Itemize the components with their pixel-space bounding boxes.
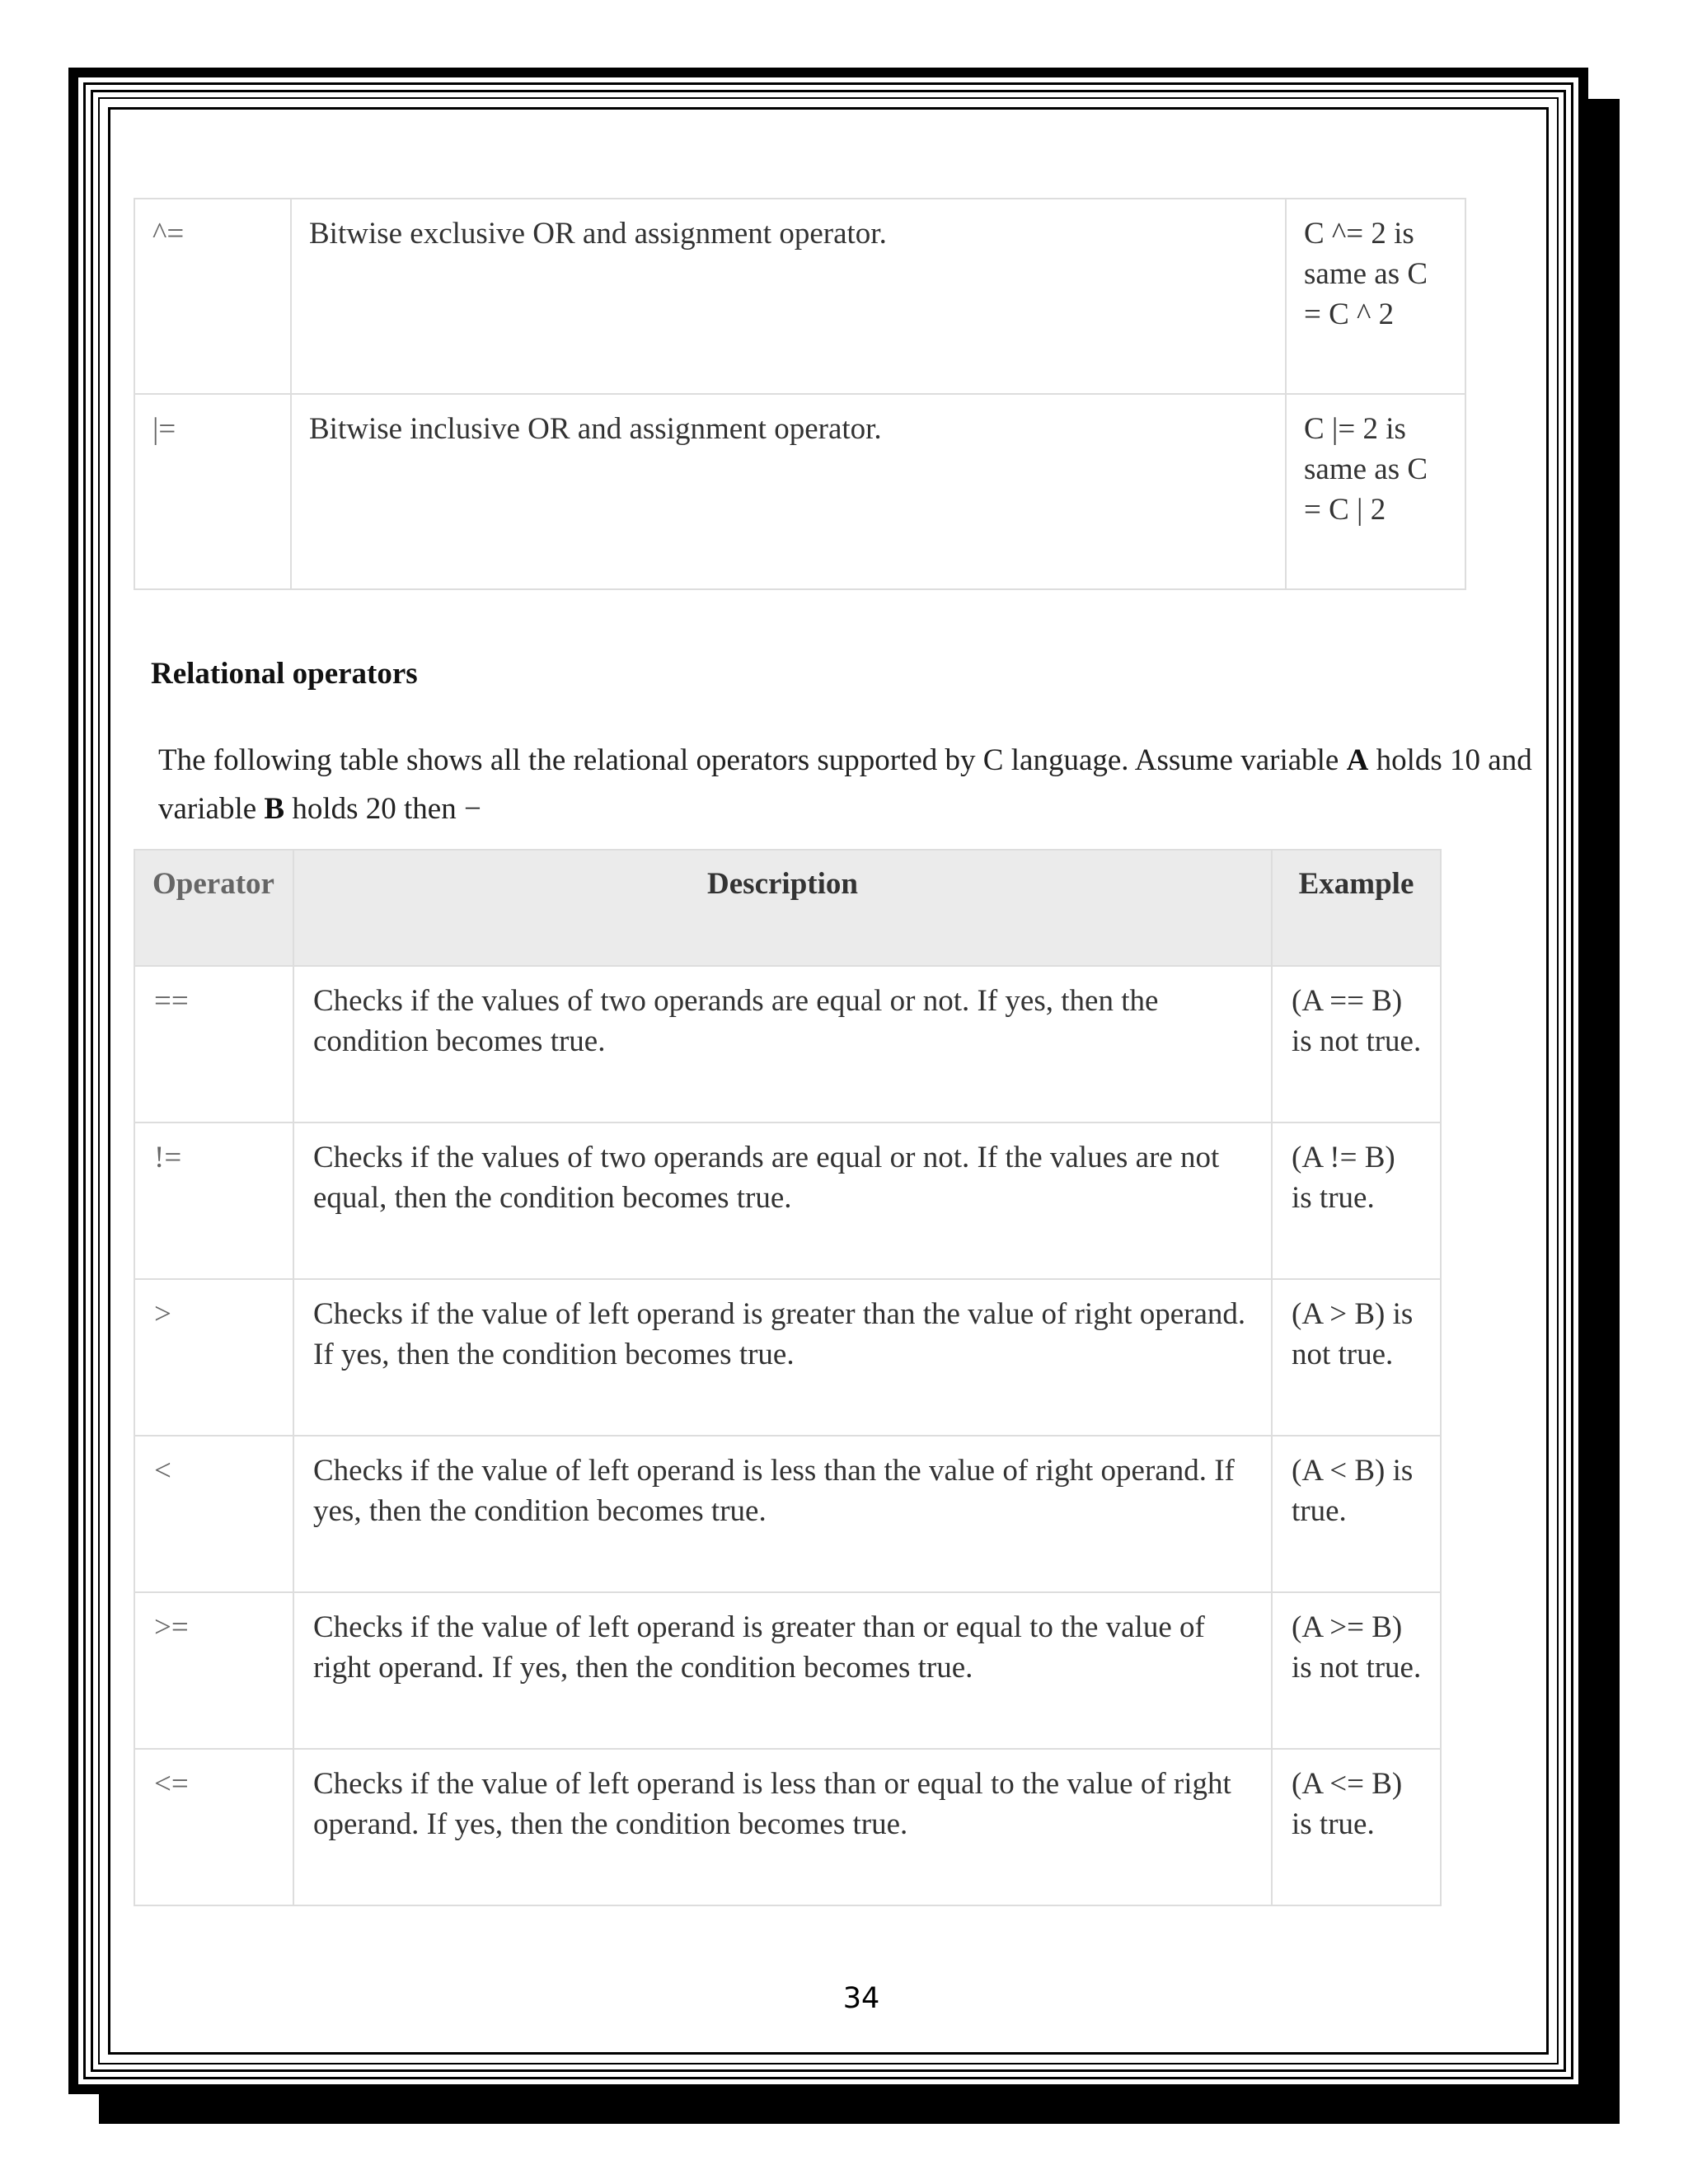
intro-text: The following table shows all the relational operators supported by C language. Assume variable <box>158 743 1347 777</box>
intro-paragraph <box>158 736 1543 833</box>
example-cell: (A >= B) is not true. <box>1272 1592 1441 1749</box>
example-cell: (A <= B) is true. <box>1272 1749 1441 1905</box>
table-header-row <box>134 850 1441 966</box>
description-cell: Bitwise exclusive OR and assignment operator. <box>291 199 1286 394</box>
example-line: = C ^ 2 <box>1304 298 1395 331</box>
example-cell: (A == B) is not true. <box>1272 966 1441 1122</box>
table-row <box>134 199 1465 394</box>
example-line: C ^= 2 is <box>1304 217 1414 251</box>
operator-cell: >= <box>134 1592 293 1749</box>
example-cell: (A < B) is true. <box>1272 1436 1441 1592</box>
column-header-example: Example <box>1272 850 1441 966</box>
operator-cell: <= <box>134 1749 293 1905</box>
table-row <box>134 1436 1441 1592</box>
assignment-operators-table <box>134 198 1466 590</box>
example-line: same as C <box>1304 257 1428 291</box>
operator-cell: < <box>134 1436 293 1592</box>
operator-cell: |= <box>134 394 291 589</box>
example-cell <box>1286 199 1465 394</box>
description-cell: Checks if the values of two operands are equal or not. If yes, then the condition becomes true. <box>293 966 1272 1122</box>
operator-cell: == <box>134 966 293 1122</box>
description-cell: Checks if the values of two operands are equal or not. If the values are not equal, then the condition becomes true. <box>293 1122 1272 1279</box>
intro-text: holds 20 then − <box>284 792 481 826</box>
example-line: same as C <box>1304 452 1428 486</box>
table-row <box>134 394 1465 589</box>
table-row <box>134 1279 1441 1436</box>
table-row <box>134 1749 1441 1905</box>
table-row <box>134 1592 1441 1749</box>
table-row <box>134 1122 1441 1279</box>
variable-b: B <box>264 792 285 826</box>
description-cell: Checks if the value of left operand is less than or equal to the value of right operand. If yes, then the condition becomes true. <box>293 1749 1272 1905</box>
example-cell: (A > B) is not true. <box>1272 1279 1441 1436</box>
column-header-operator: Operator <box>134 850 293 966</box>
section-heading: Relational operators <box>151 657 418 691</box>
description-cell: Bitwise inclusive OR and assignment operator. <box>291 394 1286 589</box>
description-cell: Checks if the value of left operand is less than the value of right operand. If yes, then the condition becomes true. <box>293 1436 1272 1592</box>
description-cell: Checks if the value of left operand is greater than or equal to the value of right operand. If yes, then the condition becomes true. <box>293 1592 1272 1749</box>
description-cell: Checks if the value of left operand is greater than the value of right operand. If yes, then the condition becomes true. <box>293 1279 1272 1436</box>
operator-cell: ^= <box>134 199 291 394</box>
operator-cell: != <box>134 1122 293 1279</box>
variable-a: A <box>1346 743 1369 777</box>
intro-text: holds 10 and variable <box>158 743 1532 826</box>
example-line: C |= 2 is <box>1304 412 1406 446</box>
relational-operators-table <box>134 849 1442 1906</box>
column-header-description: Description <box>293 850 1272 966</box>
page-number: 34 <box>842 1982 880 2015</box>
example-line: = C | 2 <box>1304 493 1386 527</box>
example-cell <box>1286 394 1465 589</box>
example-cell: (A != B) is true. <box>1272 1122 1441 1279</box>
table-row <box>134 966 1441 1122</box>
operator-cell: > <box>134 1279 293 1436</box>
